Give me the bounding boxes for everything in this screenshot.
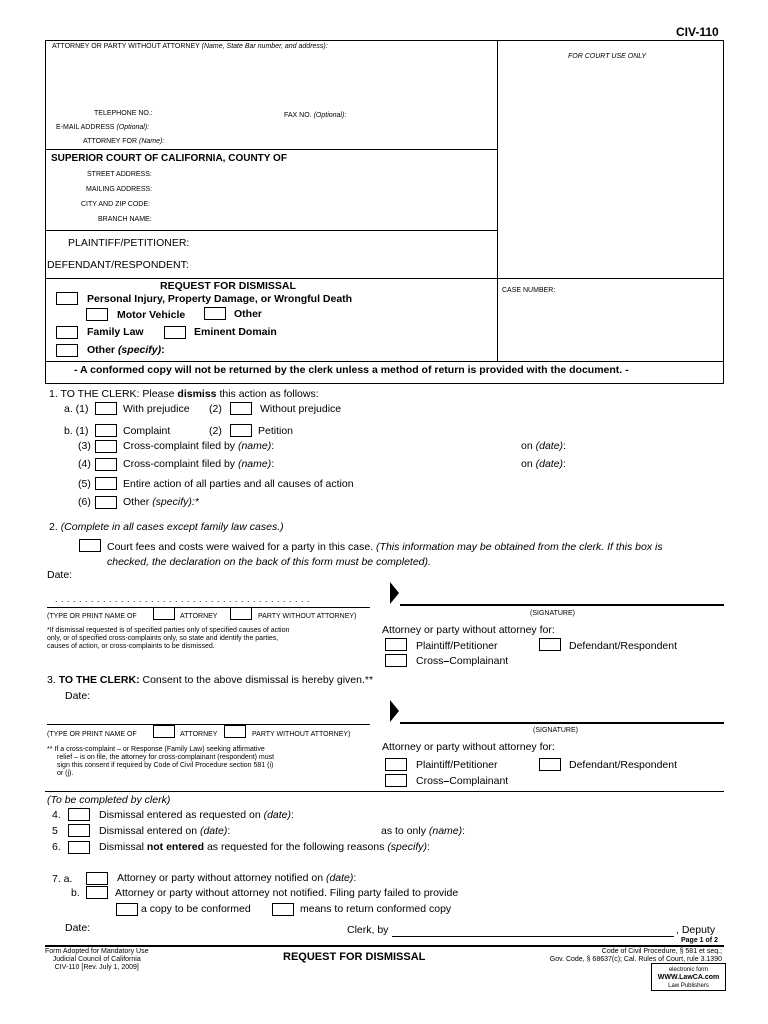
section2-date-field[interactable] — [80, 567, 340, 580]
clerk-4-num: 4. — [52, 809, 61, 821]
row-b1-num: b. (1) — [64, 425, 89, 437]
other-label: Other — [234, 308, 263, 320]
section3-name-line — [47, 724, 370, 725]
entered-on-text: Dismissal entered on — [99, 825, 198, 837]
section2-cross-text: Cross — [416, 655, 444, 667]
section3-print-name-field[interactable] — [50, 706, 360, 724]
not-entered-label — [99, 841, 430, 853]
branch-field[interactable] — [162, 214, 492, 225]
section2-name-line — [47, 607, 370, 608]
section2-footnote-line-3: causes of action, or cross-complaints to be dismissed. — [47, 643, 215, 650]
box-bottom-line — [45, 383, 724, 384]
without-prejudice-label: Without prejudice — [260, 403, 342, 415]
cross-complaint-1-label — [123, 440, 274, 452]
section2-attorney-for-label: Attorney or party without attorney for: — [382, 624, 555, 636]
as-to-only-name-note: (name) — [428, 825, 463, 837]
footer-code-2: Gov. Code, § 68637(c); Cal. Rules of Court, rule 3.1390 — [549, 956, 722, 963]
cross-complaint-2-label — [123, 458, 274, 470]
row-b2-num: (2) — [209, 425, 222, 437]
section3-signature-field[interactable] — [402, 703, 722, 723]
attorney-for-label — [83, 138, 164, 145]
cross-complaint-1-name-field[interactable] — [290, 439, 515, 452]
section3-footnote-line-3: sign this consent if required by Code of Civil Procedure section 581 (i) — [57, 762, 274, 769]
telephone-field[interactable] — [162, 108, 277, 119]
section3-footnote-line-2: relief – is on file, the attorney for cross-complainant (respondent) must — [57, 754, 275, 761]
court-use-field[interactable] — [500, 65, 720, 275]
as-to-only-label — [381, 825, 465, 837]
branch-label: BRANCH NAME: — [98, 216, 152, 223]
section3-type-print-label: (TYPE OR PRINT NAME OF — [47, 731, 137, 738]
lawca-badge-line-3: Law Publishers — [668, 983, 709, 989]
section3-lead: 3. — [47, 674, 56, 686]
cross-1-date-colon: : — [563, 440, 566, 452]
complaint-label: Complaint — [123, 425, 171, 437]
section3-attorney-label: ATTORNEY — [180, 731, 218, 738]
section2-print-name-field[interactable] — [50, 588, 360, 608]
not-entered-reasons-field[interactable] — [460, 840, 718, 853]
sign-here-arrow-2-icon — [390, 700, 399, 722]
section3-plaintiff-label: Plaintiff/Petitioner — [416, 759, 498, 771]
section2-lead-note: (Complete in all cases except family law cases.) — [60, 521, 284, 533]
street-label: STREET ADDRESS: — [87, 171, 152, 178]
cross-1-on: on — [521, 440, 533, 452]
section2-attorney-checkbox[interactable] — [153, 607, 175, 620]
family-law-label: Family Law — [87, 326, 144, 338]
petition-checkbox[interactable] — [230, 424, 252, 437]
not-entered-reasons: as requested for the following reasons — [206, 841, 385, 853]
not-entered-checkbox[interactable] — [68, 841, 90, 854]
other-dismiss-checkbox[interactable] — [95, 496, 117, 509]
section2-lead: 2. — [49, 521, 58, 533]
not-entered-dismissal: Dismissal — [99, 841, 144, 853]
section1-dismiss: dismiss — [177, 388, 217, 400]
footer-title: REQUEST FOR DISMISSAL — [283, 951, 426, 963]
section2-footnote — [47, 627, 289, 651]
attorney-label — [52, 43, 328, 50]
section3-footnote-line-4: or (j). — [57, 770, 74, 777]
section2-signature-line — [400, 604, 724, 606]
box-middle-line — [497, 40, 498, 361]
entered-on-label — [99, 825, 230, 837]
clerk-heading: (To be completed by clerk) — [47, 794, 171, 806]
cross-complaint-1-checkbox[interactable] — [95, 440, 117, 453]
notified-label — [117, 872, 356, 884]
clerk-by-field[interactable] — [394, 922, 672, 936]
email-label — [56, 124, 149, 131]
section3-attorney-for-label: Attorney or party without attorney for: — [382, 741, 555, 753]
entire-action-checkbox[interactable] — [95, 477, 117, 490]
not-entered-specify-note: (specify) — [387, 841, 427, 853]
cross-1-colon: : — [271, 440, 275, 452]
county-field[interactable] — [296, 152, 492, 165]
entered-on-colon: : — [227, 825, 231, 837]
other-specify-text: Other — [87, 344, 116, 356]
as-to-only-name-field[interactable] — [476, 824, 718, 837]
row-b4-num: (4) — [78, 458, 91, 470]
section3-plaintiff-checkbox[interactable] — [385, 758, 407, 771]
section1-lead-end: this action as follows: — [219, 388, 319, 400]
court-use-text: FOR COURT USE ONLY — [568, 53, 647, 60]
footer-code-1: Code of Civil Procedure, § 581 et seq.; — [601, 948, 722, 955]
cross-1-on-label — [521, 440, 566, 452]
entered-as-requested-checkbox[interactable] — [68, 808, 90, 821]
clerk-section-line — [45, 791, 724, 792]
attorney-name-field[interactable] — [52, 54, 492, 106]
box-right-line — [723, 40, 724, 384]
form-id: CIV-110 — [676, 25, 719, 39]
section2-signature-field[interactable] — [402, 585, 722, 605]
other-specify-field[interactable] — [176, 343, 492, 357]
defendant-field[interactable] — [190, 257, 492, 271]
other-checkbox[interactable] — [204, 307, 226, 320]
footer-adopted-1: Form Adopted for Mandatory Use — [45, 948, 149, 955]
fees-waived-note-1: (This information may be obtained from the clerk. If this box is — [376, 541, 663, 553]
attorney-label-note: (Name, State Bar number, and address): — [201, 43, 328, 50]
defendant-label: DEFENDANT/RESPONDENT: — [47, 259, 189, 271]
section1-lead: 1. TO THE CLERK: Please — [49, 388, 175, 400]
entered-as-date-note: (date) — [263, 809, 292, 821]
court-use-label — [568, 53, 646, 60]
clerk-by-label: Clerk, by — [347, 924, 389, 936]
attorney-label-text: ATTORNEY OR PARTY WITHOUT ATTORNEY — [52, 43, 200, 50]
section3-signature-line — [400, 722, 724, 724]
clerk-by-line — [392, 936, 674, 937]
section2-footnote-line-1: *If dismissal requested is of specified parties only of specified causes of action — [47, 627, 290, 634]
section3-footnote-line-1: ** If a cross-complaint – or Response (Family Law) seeking affirmative — [47, 746, 265, 753]
section3-cross-checkbox[interactable] — [385, 774, 407, 787]
street-field[interactable] — [162, 169, 492, 180]
clerk-date-field[interactable] — [98, 920, 338, 933]
entered-as-requested-label — [99, 809, 294, 821]
notified-date-note: (date) — [325, 872, 354, 884]
entire-action-label: Entire action of all parties and all causes of action — [123, 478, 354, 490]
notified-date-field[interactable] — [392, 871, 718, 884]
cross-2-date-colon: : — [563, 458, 566, 470]
attorney-for-field[interactable] — [162, 136, 492, 147]
row-a2-num: (2) — [209, 403, 222, 415]
section2-attorney-label: ATTORNEY — [180, 613, 218, 620]
city-label: CITY AND ZIP CODE: — [81, 201, 150, 208]
fax-label-note: (Optional): — [313, 112, 347, 119]
plaintiff-field[interactable] — [190, 235, 492, 249]
cross-complaint-2-checkbox[interactable] — [95, 458, 117, 471]
case-number-field[interactable] — [502, 298, 718, 356]
cross-2-on: on — [521, 458, 533, 470]
section2-name-dots: . . . . . . . . . . . . . . . . . . . . . . . . . . . . . . . . . . . . . . . . . . . — [55, 594, 311, 604]
cross-2-name-note: (name) — [237, 458, 272, 470]
attorney-for-text: ATTORNEY FOR — [83, 138, 138, 145]
footer-adopted — [45, 948, 149, 972]
other-specify-colon: : — [161, 344, 165, 356]
box-line-court — [45, 149, 497, 150]
clerk-5-num: 5 — [52, 825, 58, 837]
fees-waived-checkbox[interactable] — [79, 539, 101, 552]
cross-2-on-label — [521, 458, 566, 470]
email-field[interactable] — [162, 122, 492, 133]
row-b5-num: (5) — [78, 478, 91, 490]
section3-cross-label — [416, 775, 508, 787]
mailing-field[interactable] — [162, 184, 492, 195]
cross-2-date-note: (date) — [535, 458, 564, 470]
section3-party-without-label: PARTY WITHOUT ATTORNEY) — [252, 731, 351, 738]
section2-signature-label: (SIGNATURE) — [530, 610, 575, 617]
entered-as-colon: : — [291, 809, 294, 821]
eminent-domain-label: Eminent Domain — [194, 326, 277, 338]
section3-attorney-checkbox[interactable] — [153, 725, 175, 738]
not-entered-bold: not entered — [146, 841, 205, 853]
section1-heading — [49, 388, 319, 400]
section2-type-print-label: (TYPE OR PRINT NAME OF — [47, 613, 137, 620]
deputy-label: , Deputy — [676, 924, 716, 936]
section2-party-without-label: PARTY WITHOUT ATTORNEY) — [258, 613, 357, 620]
section2-heading — [49, 521, 284, 533]
section2-defendant-label: Defendant/Respondent — [569, 640, 677, 652]
cross-complaint-2-name-field[interactable] — [290, 457, 515, 470]
footer-adopted-3: CIV-110 [Rev. July 1, 2009] — [54, 964, 139, 971]
fees-waived-text: Court fees and costs were waived for a party in this case. — [107, 541, 374, 553]
entered-on-checkbox[interactable] — [68, 824, 90, 837]
entered-on-date-field[interactable] — [246, 824, 376, 837]
as-to-only-colon: : — [462, 825, 466, 837]
row-b6-num: (6) — [78, 496, 91, 508]
section2-date-label: Date: — [47, 569, 73, 581]
without-prejudice-checkbox[interactable] — [230, 402, 252, 415]
clerk-7a-num: 7. a. — [52, 873, 73, 885]
lawca-badge — [651, 963, 726, 991]
motor-vehicle-checkbox[interactable] — [86, 308, 108, 321]
other-specify-note: (specify) — [117, 344, 162, 356]
motor-vehicle-label: Motor Vehicle — [117, 309, 186, 321]
box-line-parties — [45, 230, 497, 231]
cross-1-name-note: (name) — [237, 440, 272, 452]
form-title: REQUEST FOR DISMISSAL — [160, 280, 296, 292]
box-line-notice — [45, 361, 724, 362]
cross-complaint-1-date-field[interactable] — [575, 439, 718, 452]
footer-line — [45, 945, 724, 947]
email-label-text: E-MAIL ADDRESS — [56, 124, 115, 131]
section3-defendant-label: Defendant/Respondent — [569, 759, 677, 771]
other-dismiss-label — [123, 496, 199, 508]
notified-colon: : — [353, 872, 357, 884]
petition-label: Petition — [258, 425, 294, 437]
section3-party-without-checkbox[interactable] — [224, 725, 246, 738]
section2-cross-dash: – — [443, 655, 450, 667]
section2-defendant-checkbox[interactable] — [539, 638, 561, 651]
fax-field[interactable] — [356, 108, 492, 119]
clerk-date-label: Date: — [65, 922, 91, 934]
row-a1-num: a. (1) — [64, 403, 89, 415]
not-entered-colon: : — [427, 841, 430, 853]
sign-here-arrow-icon — [390, 582, 399, 604]
section2-party-without-checkbox[interactable] — [230, 607, 252, 620]
city-field[interactable] — [162, 199, 492, 210]
fax-label-text: FAX NO. — [284, 112, 312, 119]
court-name: SUPERIOR COURT OF CALIFORNIA, COUNTY OF — [51, 153, 287, 164]
entered-as-text: Dismissal entered as requested on — [99, 809, 261, 821]
case-number-label: CASE NUMBER: — [502, 287, 556, 294]
plaintiff-label: PLAINTIFF/PETITIONER: — [68, 237, 190, 249]
section3-defendant-checkbox[interactable] — [539, 758, 561, 771]
lawca-badge-line-1: electronic form — [668, 967, 709, 973]
box-line-title — [45, 278, 724, 279]
fees-waived-note-2: checked, the declaration on the back of this form must be completed). — [107, 556, 431, 568]
fax-label — [284, 112, 346, 119]
personal-injury-label: Personal Injury, Property Damage, or Wrongful Death — [87, 293, 353, 305]
section2-footnote-line-2: only, or of specified cross-complaints only, so state and identify the parties, — [47, 635, 279, 642]
return-notice: - A conformed copy will not be returned by the clerk unless a method of return is provided with the document. - — [74, 364, 629, 376]
entered-on-date-note: (date) — [199, 825, 228, 837]
section3-to-clerk: TO THE CLERK: — [58, 674, 140, 686]
section2-complainant-text: Complainant — [449, 655, 509, 667]
telephone-label: TELEPHONE NO.: — [94, 110, 153, 117]
personal-injury-checkbox[interactable] — [56, 292, 78, 305]
notified-checkbox[interactable] — [86, 872, 108, 885]
section3-heading — [47, 674, 373, 686]
lawca-badge-line-2: WWW.LawCA.com — [657, 974, 720, 981]
section3-cross-text: Cross — [416, 775, 444, 787]
section3-footnote — [47, 746, 274, 778]
family-law-checkbox[interactable] — [56, 326, 78, 339]
entered-as-date-field[interactable] — [312, 808, 718, 821]
other-dismiss-note: (specify):* — [152, 496, 199, 508]
cross-complaint-2-date-field[interactable] — [575, 457, 718, 470]
section3-date-field[interactable] — [98, 688, 358, 701]
other-specify-label — [87, 344, 165, 356]
copy-conformed-label: a copy to be conformed — [141, 903, 251, 915]
section2-cross-checkbox[interactable] — [385, 654, 407, 667]
eminent-domain-checkbox[interactable] — [164, 326, 186, 339]
section3-date-label: Date: — [65, 690, 91, 702]
section3-complainant-text: Complainant — [449, 775, 509, 787]
other-dismiss-text: Other — [123, 496, 150, 508]
other-dismiss-field[interactable] — [210, 495, 718, 508]
with-prejudice-checkbox[interactable] — [95, 402, 117, 415]
section3-signature-label: (SIGNATURE) — [533, 727, 578, 734]
not-notified-checkbox[interactable] — [86, 886, 108, 899]
mailing-label: MAILING ADDRESS: — [86, 186, 153, 193]
email-label-note: (Optional): — [116, 124, 150, 131]
means-return-checkbox[interactable] — [272, 903, 294, 916]
row-b3-num: (3) — [78, 440, 91, 452]
as-to-only-text: as to only — [381, 825, 426, 837]
clerk-6-num: 6. — [52, 841, 61, 853]
not-notified-label: Attorney or party without attorney not notified. Filing party failed to provide — [115, 887, 459, 899]
section2-plaintiff-label: Plaintiff/Petitioner — [416, 640, 498, 652]
section2-cross-label — [416, 655, 508, 667]
attorney-for-note: (Name): — [139, 138, 165, 145]
section3-cross-dash: – — [443, 775, 450, 787]
with-prejudice-label: With prejudice — [123, 403, 190, 415]
cross-2-text: Cross-complaint filed by — [123, 458, 236, 470]
section2-plaintiff-checkbox[interactable] — [385, 638, 407, 651]
footer-adopted-2: Judicial Council of California — [52, 956, 141, 963]
complaint-checkbox[interactable] — [95, 424, 117, 437]
section3-lead-end: Consent to the above dismissal is hereby given.** — [142, 674, 374, 686]
cross-2-colon: : — [271, 458, 275, 470]
cross-1-date-note: (date) — [535, 440, 564, 452]
other-specify-checkbox[interactable] — [56, 344, 78, 357]
clerk-7b-num: b. — [71, 887, 80, 899]
fees-waived-label — [107, 541, 663, 553]
page-number: Page 1 of 2 — [681, 937, 718, 944]
copy-conformed-checkbox[interactable] — [116, 903, 138, 916]
box-left-line — [45, 40, 46, 384]
means-return-label: means to return conformed copy — [300, 903, 452, 915]
box-top-line — [45, 40, 724, 41]
notified-text: Attorney or party without attorney notified on — [117, 872, 324, 884]
footer-code — [550, 948, 722, 964]
cross-1-text: Cross-complaint filed by — [123, 440, 236, 452]
